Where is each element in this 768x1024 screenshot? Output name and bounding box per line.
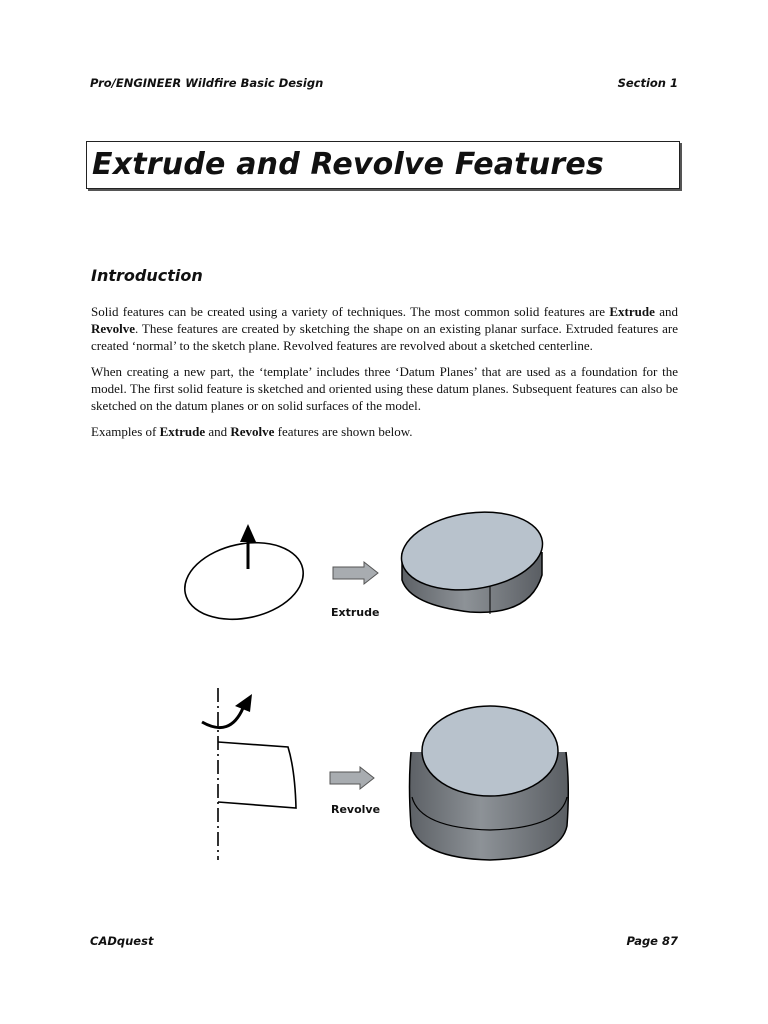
p3-text-2: and: [205, 424, 231, 439]
page-title: Extrude and Revolve Features: [92, 147, 604, 182]
footer-page-number: Page 87: [626, 934, 678, 948]
header-book-title: Pro/ENGINEER Wildfire Basic Design: [90, 76, 324, 90]
extrude-arrow-icon: [333, 562, 378, 584]
p1-text-1: Solid features can be created using a variety of techniques. The most common solid features are: [91, 304, 610, 319]
section-heading: Introduction: [91, 266, 203, 285]
p3-text-3: features are shown below.: [274, 424, 413, 439]
revolve-arrow-icon: [330, 767, 374, 789]
p1-bold-extrude: Extrude: [609, 304, 655, 319]
footer-publisher: CADquest: [90, 934, 154, 948]
extruded-solid: [396, 503, 547, 614]
revolve-profile-sketch: [218, 742, 296, 808]
p3-bold-extrude: Extrude: [159, 424, 206, 439]
header-section: Section 1: [617, 76, 678, 90]
p3-bold-revolve: Revolve: [230, 424, 275, 439]
p1-bold-revolve: Revolve: [91, 321, 136, 336]
extrude-caption: Extrude: [331, 606, 380, 619]
paragraph-2: When creating a new part, the ‘template’ includes three ‘Datum Planes’ that are used as a foundation for the model. The first solid feature is sketched and oriented using these datum planes. Subsequent features can also be sketched on the datum planes or on solid surfaces of the model.: [91, 364, 678, 413]
page-footer: [90, 934, 678, 948]
p1-text-3: . These features are created by sketching the shape on an existing planar surface. Extruded features are created ‘normal’ to the sketch plane. Revolved features are revolved about a sketched centerline.: [91, 321, 678, 353]
p1-text-2: and: [654, 304, 678, 319]
p3-text-1: Examples of: [91, 424, 160, 439]
revolve-rotation-arrow: [202, 694, 252, 728]
extrude-sketch: [178, 532, 311, 629]
revolved-solid: [410, 706, 569, 860]
revolve-caption: Revolve: [331, 803, 381, 816]
